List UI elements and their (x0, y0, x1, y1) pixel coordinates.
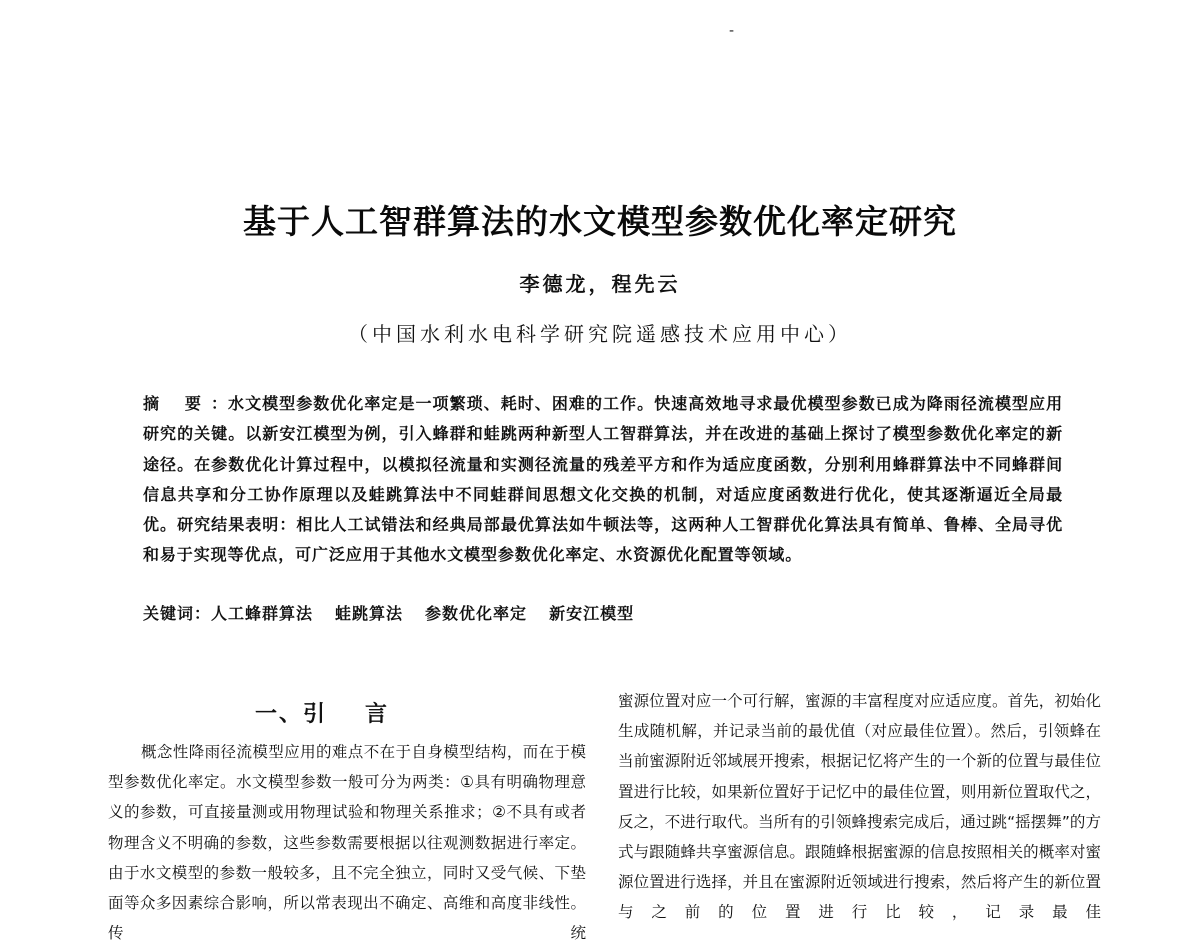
keywords-label: 关键词： (143, 604, 212, 623)
keyword-item: 人工蜂群算法 (211, 604, 314, 623)
abstract-block (143, 389, 1063, 571)
body-column-right: 蜜源位置对应一个可行解，蜜源的丰富程度对应适应度。首先，初始化生成随机解，并记录当前的最优值（对应最佳位置）。然后，引领蜂在当前蜜源附近邻域展开搜索，根据记忆将产生的一个新的位置与最佳位置进行比较，如果新位置好于记忆中的最佳位置，则用新位置取代之，反之，不进行取代。当所有的引领蜂搜索完成后，通过跳“摇摆舞”的方式与跟随蜂共享蜜源信息。跟随蜂根据蜜源的信息按照相关的概率对蜜源位置进行选择，并且在蜜源附近领域进行搜索，然后将产生的新位置与之前的位置进行比较，记录最佳 (618, 692, 1101, 922)
header-mark: - (729, 23, 735, 39)
abstract-label: 摘 要 (143, 394, 211, 413)
section-title: 引言 (303, 702, 428, 727)
keyword-item: 蛙跳算法 (335, 604, 404, 623)
body-column-left: 概念性降雨径流模型应用的难点不在于自身模型结构，而在于模型参数优化率定。水文模型参数一般可分为两类：①具有明确物理意义的参数，可直接量测或用物理试验和物理关系推求；②不具有或者物理含义不明确的参数，这些参数需要根据以往观测数据进行率定。由于水文模型的参数一般较多，且不完全独立，同时又受气候、下垫面等众多因素综合影响，所以常表现出不确定、高维和高度非线性。传统 (108, 743, 586, 943)
paper-authors: 李德龙，程先云 (519, 272, 681, 296)
section-heading (108, 697, 574, 728)
keyword-item: 参数优化率定 (425, 604, 528, 623)
section-number: 一、 (254, 702, 303, 727)
abstract-colon: ： (211, 394, 229, 413)
abstract-text: 水文模型参数优化率定是一项繁琐、耗时、困难的工作。快速高效地寻求最优模型参数已成为降雨径流模型应用研究的关键。以新安江模型为例，引入蜂群和蛙跳两种新型人工智群算法，并在改进的基础上探讨了模型参数优化率定的新途径。在参数优化计算过程中，以模拟径流量和实测径流量的残差平方和作为适应度函数，分别利用蜂群算法中不同蜂群间信息共享和分工协作原理以及蛙跳算法中不同蛙群间思想文化交换的机制，对适应度函数进行优化，使其逐渐逼近全局最优。研究结果表明：相比人工试错法和经典局部最优算法如牛顿法等，这两种人工智群优化算法具有简单、鲁棒、全局寻优和易于实现等优点，可广泛应用于其他水文模型参数优化率定、水资源优化配置等领域。 (143, 394, 1063, 565)
keyword-item: 新安江模型 (549, 604, 635, 623)
keywords-block (143, 601, 1063, 624)
paper-title: 基于人工智群算法的水文模型参数优化率定研究 (243, 202, 957, 241)
paper-affiliation: （中国水利水电科学研究院遥感技术应用中心） (348, 322, 852, 346)
